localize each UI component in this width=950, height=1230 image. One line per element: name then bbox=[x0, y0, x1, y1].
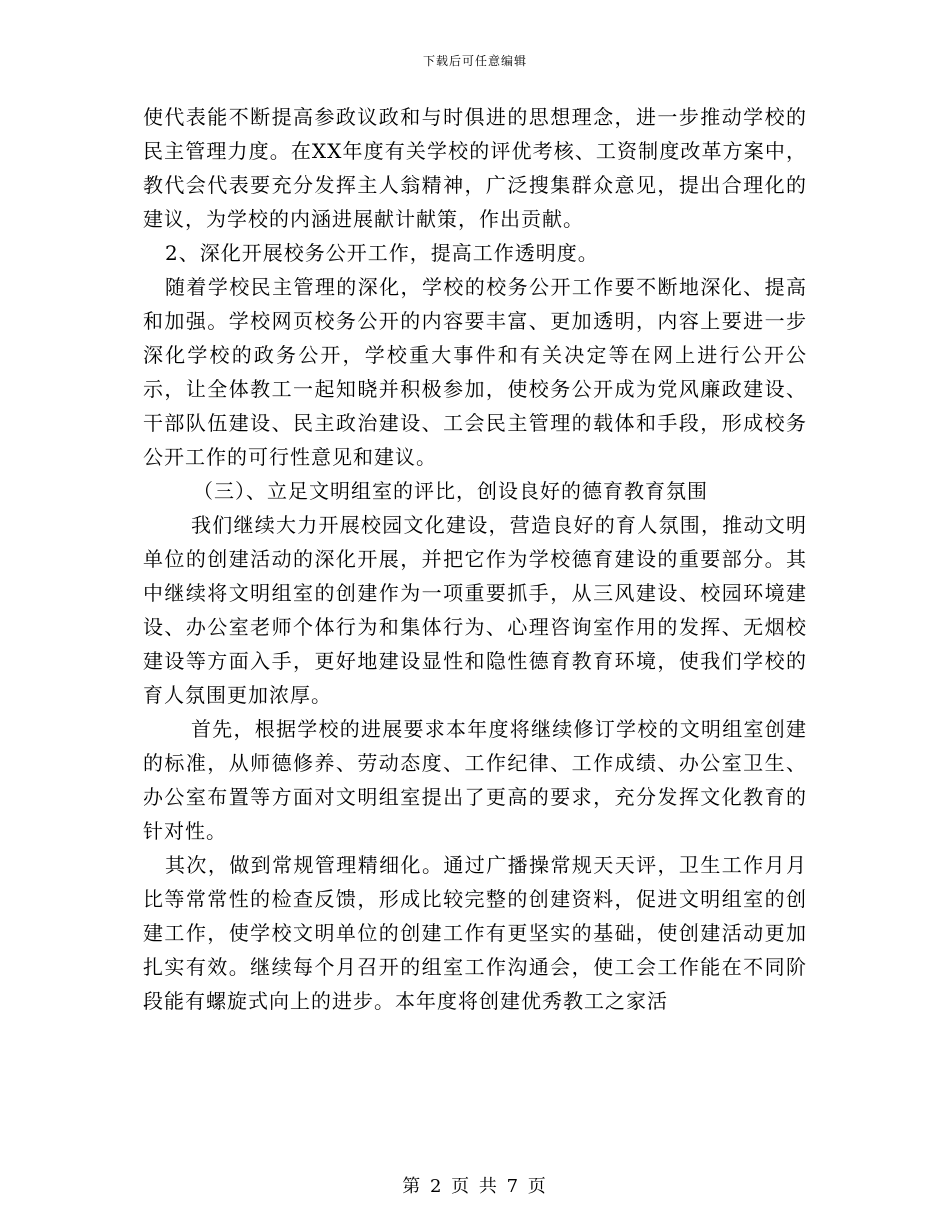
paragraph-campus-culture: 我们继续大力开展校园文化建设，营造良好的育人氛围，推动文明单位的创建活动的深化开展，并把它作为学校德育建设的重要部分。其中继续将文明组室的创建作为一项重要抓手，从三风建设、校园环境建设、办公室老师个体行为和集体行为、心理咨询室作用的发挥、无烟校建设等方面入手，更好地建设显性和隐性德育教育环境，使我们学校的育人氛围更加浓厚。 bbox=[143, 513, 807, 707]
paragraph-second: 其次，做到常规管理精细化。通过广播操常规天天评，卫生工作月月比等常常性的检查反馈，形成比较完整的创建资料，促进文明组室的创建工作，使学校文明单位的创建工作有更坚实的基础，使创建活动更加扎实有效。继续每个月召开的组室工作沟通会，使工会工作能在不同阶段能有螺旋式向上的进步。本年度将创建优秀教工之家活 bbox=[143, 853, 807, 1013]
paragraph-continuation: 使代表能不断提高参政议政和与时俱进的思想理念，进一步推动学校的民主管理力度。在XX年度有关学校的评优考核、工资制度改革方案中，教代会代表要充分发挥主人翁精神，广泛搜集群众意见，提出合理化的建议，为学校的内涵进展献计献策，作出贡献。 bbox=[143, 105, 807, 231]
paragraph-school-affairs: 随着学校民主管理的深化，学校的校务公开工作要不断地深化、提高和加强。学校网页校务公开的内容要丰富、更加透明，内容上要进一步深化学校的政务公开，学校重大事件和有关决定等在网上进行公开公示，让全体教工一起知晓并积极参加，使校务公开成为党风廉政建设、干部队伍建设、民主政治建设、工会民主管理的载体和手段，形成校务公开工作的可行性意见和建议。 bbox=[143, 275, 807, 469]
document-body bbox=[143, 100, 807, 1018]
page-number-footer: 第 2 页 共 7 页 bbox=[402, 1176, 548, 1197]
page-header: 下载后可任意编辑 bbox=[422, 54, 527, 68]
section-heading-3: （三）、立足文明组室的评比，创设良好的德育教育氛围 bbox=[193, 479, 708, 503]
paragraph-item-2-heading: 2、深化开展校务公开工作，提高工作透明度。 bbox=[165, 241, 599, 265]
paragraph-first: 首先，根据学校的进展要求本年度将继续修订学校的文明组室创建的标准，从师德修养、劳动态度、工作纪律、工作成绩、办公室卫生、办公室布置等方面对文明组室提出了更高的要求，充分发挥文化教育的针对性。 bbox=[143, 717, 807, 843]
